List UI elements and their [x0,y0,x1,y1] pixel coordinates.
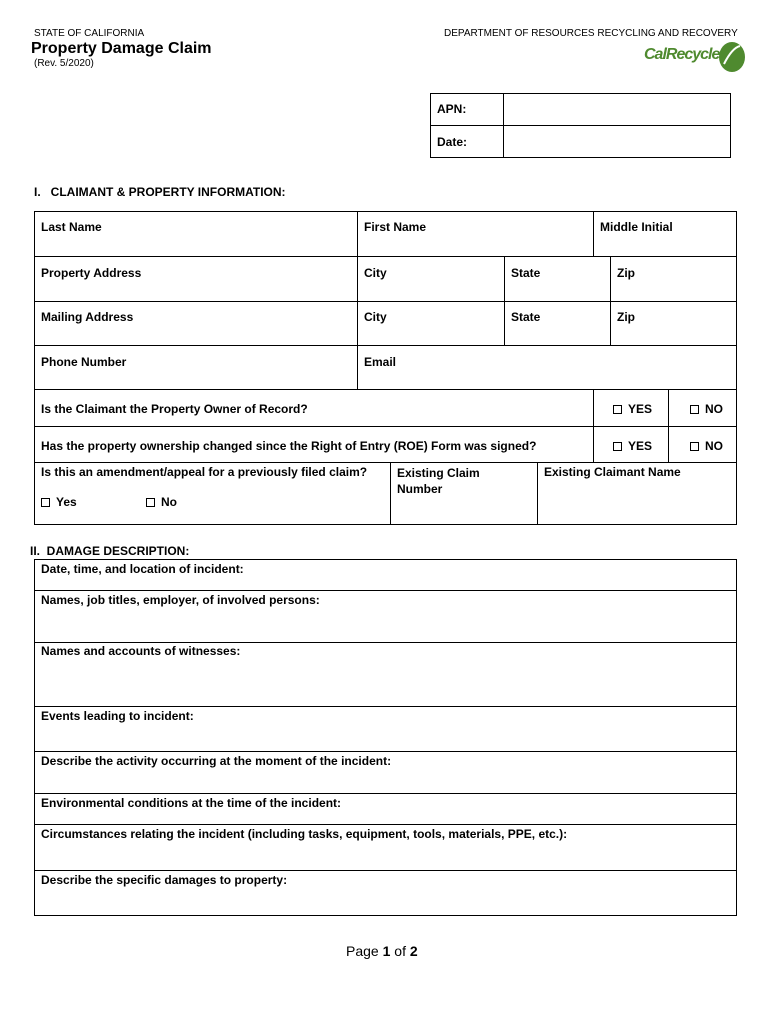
changed-yes-option[interactable]: YES [613,439,652,453]
checkbox-icon[interactable] [146,498,155,507]
state-label: STATE OF CALIFORNIA [34,28,145,39]
form-revision: (Rev. 5/2020) [34,58,94,69]
calrecycle-logo [644,40,744,74]
checkbox-icon[interactable] [613,405,622,414]
logo-text: CalRecycle [644,46,720,63]
damage-description-table [34,559,737,916]
page-indicator: Page 1 of 2 [346,943,418,959]
leaf-icon [716,40,746,74]
date-label: Date: [437,135,468,149]
apn-label: APN: [437,102,467,116]
checkbox-icon[interactable] [41,498,50,507]
section2-heading: II. DAMAGE DESCRIPTION: [30,544,190,558]
property-zip-label: Zip [617,266,635,280]
amendment-yes-option[interactable]: Yes [41,495,77,509]
section1-heading: I. CLAIMANT & PROPERTY INFORMATION: [34,185,286,199]
changed-no-option[interactable]: NO [690,439,723,453]
damage-row-label: Describe the activity occurring at the moment of the incident: [41,754,392,768]
first-name-label: First Name [364,220,427,234]
amendment-question: Is this an amendment/appeal for a previously filed claim? [41,465,368,479]
owner-yes-option[interactable]: YES [613,402,652,416]
damage-row-label: Names and accounts of witnesses: [41,644,241,658]
checkbox-icon[interactable] [690,405,699,414]
damage-row-label: Circumstances relating the incident (including tasks, equipment, tools, materials, PPE, etc.): [41,827,568,841]
owner-question: Is the Claimant the Property Owner of Record? [41,402,308,416]
mailing-zip-label: Zip [617,310,635,324]
damage-row-label: Names, job titles, employer, of involved persons: [41,593,320,607]
ownership-changed-question: Has the property ownership changed since the Right of Entry (ROE) Form was signed? [41,439,537,453]
date-field[interactable] [506,128,728,155]
damage-row-label: Describe the specific damages to property: [41,873,288,887]
property-state-label: State [511,266,541,280]
damage-row-label: Date, time, and location of incident: [41,562,244,576]
mailing-city-label: City [364,310,387,324]
checkbox-icon[interactable] [690,442,699,451]
apn-field[interactable] [506,96,728,122]
property-city-label: City [364,266,387,280]
mailing-state-label: State [511,310,541,324]
property-address-label: Property Address [41,266,142,280]
amendment-no-option[interactable]: No [146,495,177,509]
last-name-label: Last Name [41,220,102,234]
email-label: Email [364,355,397,369]
owner-no-option[interactable]: NO [690,402,723,416]
existing-claim-number-label: Existing Claim Number [397,466,480,496]
damage-row-label: Environmental conditions at the time of the incident: [41,796,342,810]
phone-label: Phone Number [41,355,127,369]
damage-row-label: Events leading to incident: [41,709,194,723]
checkbox-icon[interactable] [613,442,622,451]
middle-initial-label: Middle Initial [600,220,673,234]
form-title: Property Damage Claim [31,40,212,57]
department-label: DEPARTMENT OF RESOURCES RECYCLING AND RECOVERY [444,28,738,39]
mailing-address-label: Mailing Address [41,310,134,324]
existing-claimant-name-label: Existing Claimant Name [544,465,681,479]
